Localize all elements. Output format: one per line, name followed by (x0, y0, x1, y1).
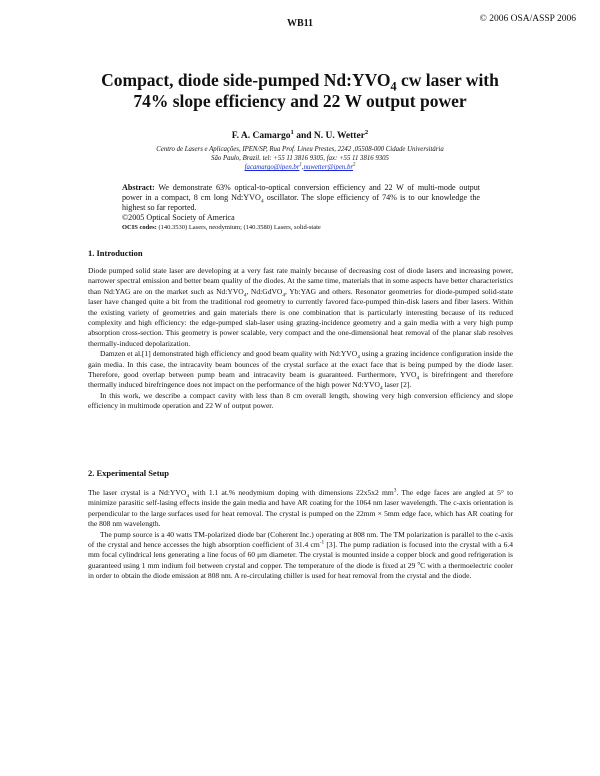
setup-p1-sup1: 3 (393, 487, 397, 494)
title-sub: 4 (390, 79, 397, 94)
ocis-codes (122, 223, 480, 233)
ocis-label: OCIS codes: (122, 224, 157, 231)
section-heading-introduction: 1. Introduction (88, 248, 143, 258)
intro-p1-sub1: 4 (243, 292, 247, 299)
paper-code: WB11 (286, 18, 314, 29)
setup-p1-b: with 1.1 at.% neodymium doping with dimensions 22x5x2 mm (188, 488, 394, 497)
author-list (0, 128, 600, 141)
affiliation-line2: São Paulo, Brazil. tel: +55 11 3816 9305, fax: +55 11 3816 9305 (211, 155, 389, 162)
abstract (122, 183, 480, 233)
title-line2: 74% slope efficiency and 22 W output power (133, 91, 467, 111)
author-1-sup: 1 (290, 128, 294, 136)
setup-p2-a: The pump source is a 40 watts TM-polarized diode bar (Coherent Inc.) operating at 808 nm. The TM polarization is parallel to the c-axis of the crystal and hence accesses the high absorption coefficient of 31.4 cm (88, 529, 513, 550)
email-1-sup: 1 (299, 162, 302, 168)
ocis-text: (140.3530) Lasers, neodymium; (140.3580) Lasers, solid-state (156, 224, 321, 231)
conference-copyright: © 2006 OSA/ASSP 2006 (479, 14, 576, 24)
intro-p1-a: Diode pumped solid state laser are developing at a very fast rate mainly because of decreasing cost of diode lasers and increasing power, narrower spectral emission and better beam quality of the diodes. At the same time, materials that in some aspects have better characteristics than Nd:YAG are on the market such as Nd:YVO (88, 266, 513, 296)
experimental-setup-body (88, 488, 513, 582)
section-heading-experimental-setup: 2. Experimental Setup (88, 468, 169, 478)
intro-p1-sub2: 4 (282, 292, 286, 299)
email-line: $facamargo@ipen.br^1,nuwetter@ipen.br^2$ (244, 162, 356, 171)
title-line1-a: Compact, diode side-pumped Nd:YVO (101, 70, 391, 90)
abstract-text-a: We demonstrate 63% optical-to-optical conversion efficiency and 22 W of multi-mode output power in a compact, 8 cm long Nd:YVO (122, 183, 480, 202)
intro-p2-b: using a grazing incidence configuration inside the gain media. In this case, the intracavity beam bounces of the crystal surface at the exact face that is being pumped by the diode laser. Therefore, good overlap between pump beam and intracavity beam is guaranteed. Furthermore, YVO (88, 349, 513, 380)
setup-p2-c: C with a thermoelectric cooler in order to obtain the diode emission at 808 nm. A re-circulating chiller is used for heat removal from the crystal and the diode. (88, 560, 513, 581)
intro-p2-sub1: 4 (357, 354, 360, 361)
abstract-sub: 4 (260, 198, 264, 205)
title-line1-b: cw laser with (396, 70, 499, 90)
intro-paragraph-1 (88, 266, 513, 349)
setup-p1-a: The laser crystal is a Nd:YVO (88, 488, 187, 497)
intro-p1-b: , Nd:GdVO (246, 286, 283, 296)
setup-p2-b: [3]. The pump radiation is focused into the crystal with a 6.4 mm focal cylindrical lens generating a line focus of 60 μm diameter. The crystal is mounted inside a copper block and good refrigeration is guaranteed using 1 mm indium foil between crystal and copper. The temperature of the diode is fixed at 29 (88, 540, 514, 570)
author-2: N. U. Wetter (313, 131, 365, 141)
abstract-label: Abstract: (122, 183, 155, 192)
intro-paragraph-3: In this work, we describe a compact cavity with less than 8 cm overall length, showing very high conversion efficiency and slope efficiency in multimode operation and 22 W of output power. (88, 390, 513, 411)
email-2-sup: 2 (353, 162, 356, 168)
intro-p1-c: , Yb:YAG and others. Resonator geometries for diode-pumped solid-state laser have changed quite a bit from the traditional rod geometry to currently favored face-pumped thin-disk lasers and fiber lasers. Within the existing variety of geometries and gain materials there is one combination that is particularly interesting because of its reduced complexity and high efficiency: the edge-pumped slab-laser using grazing-incidence geometry and a gain media with a very high pump absorption cross-section. This geometry is power scalable, very compact and the one-dimensional heat removal of the planar slab resolves thermally-induced depolarization. (88, 286, 513, 348)
setup-p2-sup1: -1 (319, 539, 325, 546)
setup-p1-sub1: 4 (186, 493, 189, 500)
paper-title (60, 70, 540, 112)
introduction-body (88, 266, 513, 412)
setup-p1-c: . The edge faces are angled at 5° to minimize parasitic self-lasing effects inside the gain media and have AR coating for the 1064 nm laser wavelength. The c-axis orientation is perpendicular to the large surfaces used for heat removal. The crystal is pumped on the 22mm × 5mm edge face, which has AR coating for the 808 nm wavelength. (88, 488, 513, 529)
intro-p2-sub2: 4 (416, 375, 420, 382)
affiliation (100, 145, 500, 172)
setup-paragraph-2 (88, 530, 513, 582)
abstract-body (122, 183, 480, 213)
intro-p2-c: is birefringent and therefore thermally induced birefringence does not impact on the performance of the high power Nd:YVO (88, 370, 513, 390)
setup-paragraph-1 (88, 488, 513, 530)
abstract-copyright: ©2005 Optical Society of America (122, 213, 235, 222)
intro-p2-d: laser [2]. (382, 380, 412, 390)
intro-p2-a: Damzen et al.[1] demonstrated high efficiency and good beam quality with Nd:YVO (100, 349, 358, 359)
abstract-text-b: oscillator. The slope efficiency of 74% is to our knowledge the highest so far reported. (122, 193, 480, 212)
affiliation-line1: Centro de Lasers e Aplicações, IPEN/SP, Rua Prof. Lineu Prestes, 2242 ,05508-000 Cidade Universitária (156, 146, 444, 153)
email-link-2[interactable]: nuwetter@ipen.br (303, 164, 354, 171)
intro-paragraph-2 (88, 349, 513, 391)
intro-p2-sub3: 4 (379, 385, 383, 392)
setup-p2-sup2: o (417, 560, 421, 567)
author-1: F. A. Camargo (231, 131, 291, 141)
email-link-1[interactable]: facamargo@ipen.br (244, 164, 300, 171)
author-conj: and (293, 131, 314, 141)
author-2-sup: 2 (364, 128, 369, 136)
